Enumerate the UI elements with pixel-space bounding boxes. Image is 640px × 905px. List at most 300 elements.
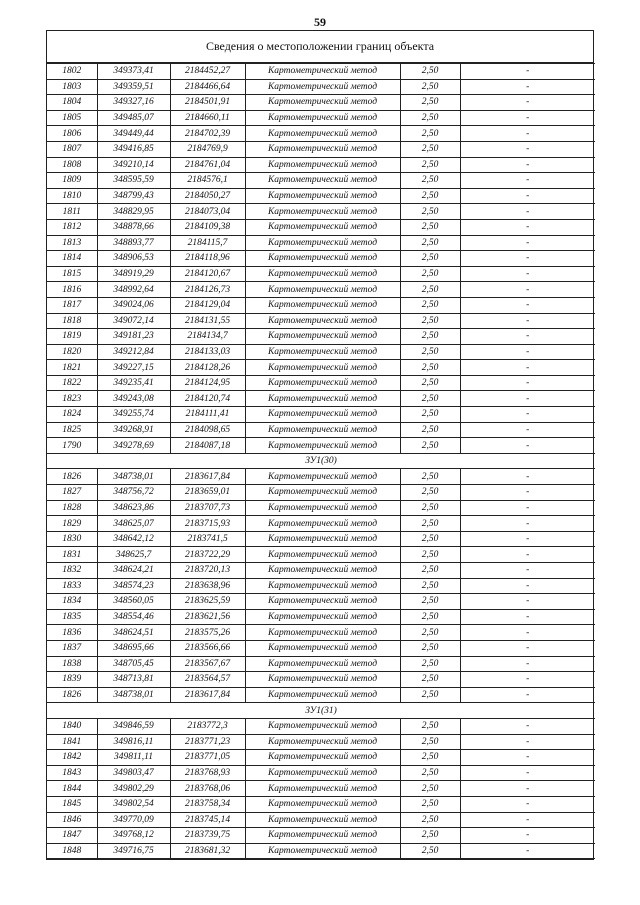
y-coordinate-cell: 2183707,73	[170, 500, 245, 516]
method-cell: Картометрический метод	[245, 531, 400, 547]
point-number-cell: 1840	[47, 718, 97, 734]
point-number-cell: 1822	[47, 375, 97, 391]
precision-cell: 2,50	[400, 95, 460, 111]
x-coordinate-cell: 349768,12	[97, 828, 170, 844]
x-coordinate-cell: 349227,15	[97, 360, 170, 376]
y-coordinate-cell: 2183768,06	[170, 781, 245, 797]
x-coordinate-cell: 349449,44	[97, 126, 170, 142]
precision-cell: 2,50	[400, 734, 460, 750]
table-row	[47, 765, 595, 781]
description-cell: -	[460, 781, 595, 797]
x-coordinate-cell: 349846,59	[97, 718, 170, 734]
table-row	[47, 251, 595, 267]
y-coordinate-cell: 2184120,74	[170, 391, 245, 407]
table-row	[47, 422, 595, 438]
description-cell: -	[460, 656, 595, 672]
method-cell: Картометрический метод	[245, 219, 400, 235]
description-cell: -	[460, 594, 595, 610]
x-coordinate-cell: 348906,53	[97, 251, 170, 267]
x-coordinate-cell: 349268,91	[97, 422, 170, 438]
precision-cell: 2,50	[400, 391, 460, 407]
precision-cell: 2,50	[400, 313, 460, 329]
x-coordinate-cell: 349802,54	[97, 796, 170, 812]
method-cell: Картометрический метод	[245, 251, 400, 267]
method-cell: Картометрический метод	[245, 656, 400, 672]
y-coordinate-cell: 2184126,73	[170, 282, 245, 298]
table-row	[47, 157, 595, 173]
x-coordinate-cell: 349210,14	[97, 157, 170, 173]
point-number-cell: 1803	[47, 79, 97, 95]
point-number-cell: 1808	[47, 157, 97, 173]
description-cell: -	[460, 609, 595, 625]
table-row	[47, 360, 595, 376]
y-coordinate-cell: 2183772,3	[170, 718, 245, 734]
method-cell: Картометрический метод	[245, 360, 400, 376]
method-cell: Картометрический метод	[245, 422, 400, 438]
x-coordinate-cell: 349802,29	[97, 781, 170, 797]
precision-cell: 2,50	[400, 485, 460, 501]
x-coordinate-cell: 349359,51	[97, 79, 170, 95]
method-cell: Картометрический метод	[245, 297, 400, 313]
point-number-cell: 1825	[47, 422, 97, 438]
table-row	[47, 734, 595, 750]
description-cell: -	[460, 297, 595, 313]
point-number-cell: 1827	[47, 485, 97, 501]
precision-cell: 2,50	[400, 375, 460, 391]
y-coordinate-cell: 2184501,91	[170, 95, 245, 111]
point-number-cell: 1810	[47, 188, 97, 204]
table-row	[47, 687, 595, 703]
y-coordinate-cell: 2184576,1	[170, 173, 245, 189]
point-number-cell: 1828	[47, 500, 97, 516]
method-cell: Картометрический метод	[245, 204, 400, 220]
x-coordinate-cell: 348642,12	[97, 531, 170, 547]
y-coordinate-cell: 2183638,96	[170, 578, 245, 594]
table-row	[47, 204, 595, 220]
y-coordinate-cell: 2183617,84	[170, 469, 245, 485]
table-row	[47, 531, 595, 547]
x-coordinate-cell: 348738,01	[97, 687, 170, 703]
point-number-cell: 1817	[47, 297, 97, 313]
precision-cell: 2,50	[400, 547, 460, 563]
description-cell: -	[460, 64, 595, 80]
table-row	[47, 516, 595, 532]
method-cell: Картометрический метод	[245, 344, 400, 360]
precision-cell: 2,50	[400, 609, 460, 625]
y-coordinate-cell: 2184118,96	[170, 251, 245, 267]
description-cell: -	[460, 79, 595, 95]
table-row	[47, 188, 595, 204]
y-coordinate-cell: 2183564,57	[170, 672, 245, 688]
point-number-cell: 1820	[47, 344, 97, 360]
y-coordinate-cell: 2183617,84	[170, 687, 245, 703]
table-row	[47, 656, 595, 672]
y-coordinate-cell: 2184769,9	[170, 141, 245, 157]
precision-cell: 2,50	[400, 656, 460, 672]
method-cell: Картометрический метод	[245, 578, 400, 594]
y-coordinate-cell: 2184660,11	[170, 110, 245, 126]
point-number-cell: 1831	[47, 547, 97, 563]
method-cell: Картометрический метод	[245, 64, 400, 80]
precision-cell: 2,50	[400, 141, 460, 157]
point-number-cell: 1802	[47, 64, 97, 80]
point-number-cell: 1829	[47, 516, 97, 532]
x-coordinate-cell: 348705,45	[97, 656, 170, 672]
precision-cell: 2,50	[400, 407, 460, 423]
x-coordinate-cell: 348625,07	[97, 516, 170, 532]
method-cell: Картометрический метод	[245, 79, 400, 95]
description-cell: -	[460, 718, 595, 734]
point-number-cell: 1845	[47, 796, 97, 812]
point-number-cell: 1836	[47, 625, 97, 641]
table-row	[47, 407, 595, 423]
table-row	[47, 375, 595, 391]
point-number-cell: 1834	[47, 594, 97, 610]
x-coordinate-cell: 349235,41	[97, 375, 170, 391]
precision-cell: 2,50	[400, 469, 460, 485]
table-row	[47, 95, 595, 111]
method-cell: Картометрический метод	[245, 235, 400, 251]
table-row	[47, 266, 595, 282]
x-coordinate-cell: 348992,64	[97, 282, 170, 298]
section-label: ЗУ1(31)	[47, 703, 595, 719]
y-coordinate-cell: 2183575,26	[170, 625, 245, 641]
method-cell: Картометрический метод	[245, 594, 400, 610]
x-coordinate-cell: 349485,07	[97, 110, 170, 126]
method-cell: Картометрический метод	[245, 126, 400, 142]
precision-cell: 2,50	[400, 64, 460, 80]
method-cell: Картометрический метод	[245, 750, 400, 766]
table-row	[47, 313, 595, 329]
x-coordinate-cell: 349024,06	[97, 297, 170, 313]
description-cell: -	[460, 344, 595, 360]
y-coordinate-cell: 2183739,75	[170, 828, 245, 844]
point-number-cell: 1821	[47, 360, 97, 376]
x-coordinate-cell: 349181,23	[97, 329, 170, 345]
method-cell: Картометрический метод	[245, 469, 400, 485]
x-coordinate-cell: 349416,85	[97, 141, 170, 157]
description-cell: -	[460, 95, 595, 111]
description-cell: -	[460, 157, 595, 173]
method-cell: Картометрический метод	[245, 313, 400, 329]
y-coordinate-cell: 2184134,7	[170, 329, 245, 345]
method-cell: Картометрический метод	[245, 812, 400, 828]
y-coordinate-cell: 2184128,26	[170, 360, 245, 376]
table-row	[47, 563, 595, 579]
description-cell: -	[460, 375, 595, 391]
coordinates-table	[47, 63, 595, 859]
point-number-cell: 1815	[47, 266, 97, 282]
point-number-cell: 1832	[47, 563, 97, 579]
precision-cell: 2,50	[400, 625, 460, 641]
point-number-cell: 1819	[47, 329, 97, 345]
method-cell: Картометрический метод	[245, 828, 400, 844]
x-coordinate-cell: 348799,43	[97, 188, 170, 204]
point-number-cell: 1811	[47, 204, 97, 220]
y-coordinate-cell: 2183681,32	[170, 843, 245, 859]
method-cell: Картометрический метод	[245, 329, 400, 345]
x-coordinate-cell: 348738,01	[97, 469, 170, 485]
y-coordinate-cell: 2183625,59	[170, 594, 245, 610]
description-cell: -	[460, 407, 595, 423]
table-row	[47, 235, 595, 251]
method-cell: Картометрический метод	[245, 188, 400, 204]
description-cell: -	[460, 750, 595, 766]
section-label: ЗУ1(30)	[47, 453, 595, 469]
point-number-cell: 1841	[47, 734, 97, 750]
description-cell: -	[460, 469, 595, 485]
y-coordinate-cell: 2183567,67	[170, 656, 245, 672]
table-row	[47, 672, 595, 688]
x-coordinate-cell: 348624,51	[97, 625, 170, 641]
method-cell: Картометрический метод	[245, 141, 400, 157]
precision-cell: 2,50	[400, 360, 460, 376]
table-row	[47, 843, 595, 859]
table-row	[47, 110, 595, 126]
y-coordinate-cell: 2183745,14	[170, 812, 245, 828]
point-number-cell: 1842	[47, 750, 97, 766]
x-coordinate-cell: 349255,74	[97, 407, 170, 423]
y-coordinate-cell: 2184115,7	[170, 235, 245, 251]
precision-cell: 2,50	[400, 110, 460, 126]
y-coordinate-cell: 2184466,64	[170, 79, 245, 95]
y-coordinate-cell: 2184761,04	[170, 157, 245, 173]
x-coordinate-cell: 348756,72	[97, 485, 170, 501]
description-cell: -	[460, 563, 595, 579]
table-row	[47, 485, 595, 501]
description-cell: -	[460, 796, 595, 812]
description-cell: -	[460, 812, 595, 828]
point-number-cell: 1804	[47, 95, 97, 111]
precision-cell: 2,50	[400, 219, 460, 235]
x-coordinate-cell: 349716,75	[97, 843, 170, 859]
precision-cell: 2,50	[400, 578, 460, 594]
x-coordinate-cell: 348625,7	[97, 547, 170, 563]
table-row	[47, 141, 595, 157]
precision-cell: 2,50	[400, 157, 460, 173]
y-coordinate-cell: 2184452,27	[170, 64, 245, 80]
precision-cell: 2,50	[400, 329, 460, 345]
table-row	[47, 500, 595, 516]
point-number-cell: 1837	[47, 640, 97, 656]
y-coordinate-cell: 2183566,66	[170, 640, 245, 656]
point-number-cell: 1790	[47, 438, 97, 454]
description-cell: -	[460, 422, 595, 438]
x-coordinate-cell: 349327,16	[97, 95, 170, 111]
method-cell: Картометрический метод	[245, 625, 400, 641]
description-cell: -	[460, 313, 595, 329]
description-cell: -	[460, 828, 595, 844]
point-number-cell: 1818	[47, 313, 97, 329]
method-cell: Картометрический метод	[245, 282, 400, 298]
table-title: Сведения о местоположении границ объекта	[47, 31, 593, 63]
x-coordinate-cell: 348878,66	[97, 219, 170, 235]
table-row	[47, 391, 595, 407]
table-row	[47, 781, 595, 797]
description-cell: -	[460, 843, 595, 859]
table-row	[47, 625, 595, 641]
description-cell: -	[460, 687, 595, 703]
method-cell: Картометрический метод	[245, 672, 400, 688]
description-cell: -	[460, 126, 595, 142]
point-number-cell: 1826	[47, 469, 97, 485]
precision-cell: 2,50	[400, 173, 460, 189]
description-cell: -	[460, 360, 595, 376]
description-cell: -	[460, 640, 595, 656]
precision-cell: 2,50	[400, 297, 460, 313]
x-coordinate-cell: 348829,95	[97, 204, 170, 220]
x-coordinate-cell: 349072,14	[97, 313, 170, 329]
point-number-cell: 1805	[47, 110, 97, 126]
description-cell: -	[460, 672, 595, 688]
table-row	[47, 796, 595, 812]
method-cell: Картометрический метод	[245, 609, 400, 625]
method-cell: Картометрический метод	[245, 173, 400, 189]
table-row	[47, 718, 595, 734]
x-coordinate-cell: 349373,41	[97, 64, 170, 80]
x-coordinate-cell: 348595,59	[97, 173, 170, 189]
point-number-cell: 1809	[47, 173, 97, 189]
y-coordinate-cell: 2184073,04	[170, 204, 245, 220]
y-coordinate-cell: 2184131,55	[170, 313, 245, 329]
x-coordinate-cell: 349212,84	[97, 344, 170, 360]
precision-cell: 2,50	[400, 438, 460, 454]
description-cell: -	[460, 531, 595, 547]
x-coordinate-cell: 348893,77	[97, 235, 170, 251]
description-cell: -	[460, 438, 595, 454]
y-coordinate-cell: 2184111,41	[170, 407, 245, 423]
precision-cell: 2,50	[400, 594, 460, 610]
description-cell: -	[460, 204, 595, 220]
table-row	[47, 64, 595, 80]
point-number-cell: 1839	[47, 672, 97, 688]
precision-cell: 2,50	[400, 79, 460, 95]
method-cell: Картометрический метод	[245, 157, 400, 173]
method-cell: Картометрический метод	[245, 843, 400, 859]
x-coordinate-cell: 349803,47	[97, 765, 170, 781]
table-row	[47, 812, 595, 828]
point-number-cell: 1835	[47, 609, 97, 625]
y-coordinate-cell: 2184098,65	[170, 422, 245, 438]
precision-cell: 2,50	[400, 266, 460, 282]
section-header-row	[47, 703, 595, 719]
y-coordinate-cell: 2183741,5	[170, 531, 245, 547]
precision-cell: 2,50	[400, 344, 460, 360]
method-cell: Картометрический метод	[245, 640, 400, 656]
point-number-cell: 1848	[47, 843, 97, 859]
table-row	[47, 344, 595, 360]
description-cell: -	[460, 485, 595, 501]
precision-cell: 2,50	[400, 500, 460, 516]
method-cell: Картометрический метод	[245, 375, 400, 391]
point-number-cell: 1846	[47, 812, 97, 828]
y-coordinate-cell: 2183771,23	[170, 734, 245, 750]
precision-cell: 2,50	[400, 422, 460, 438]
table-row	[47, 750, 595, 766]
point-number-cell: 1843	[47, 765, 97, 781]
method-cell: Картометрический метод	[245, 500, 400, 516]
precision-cell: 2,50	[400, 640, 460, 656]
method-cell: Картометрический метод	[245, 563, 400, 579]
point-number-cell: 1844	[47, 781, 97, 797]
precision-cell: 2,50	[400, 796, 460, 812]
y-coordinate-cell: 2184702,39	[170, 126, 245, 142]
precision-cell: 2,50	[400, 750, 460, 766]
x-coordinate-cell: 348554,46	[97, 609, 170, 625]
y-coordinate-cell: 2184133,03	[170, 344, 245, 360]
method-cell: Картометрический метод	[245, 110, 400, 126]
y-coordinate-cell: 2183621,56	[170, 609, 245, 625]
y-coordinate-cell: 2183715,93	[170, 516, 245, 532]
description-cell: -	[460, 391, 595, 407]
point-number-cell: 1847	[47, 828, 97, 844]
description-cell: -	[460, 251, 595, 267]
x-coordinate-cell: 348624,21	[97, 563, 170, 579]
point-number-cell: 1812	[47, 219, 97, 235]
description-cell: -	[460, 141, 595, 157]
table-row	[47, 126, 595, 142]
method-cell: Картометрический метод	[245, 687, 400, 703]
method-cell: Картометрический метод	[245, 516, 400, 532]
method-cell: Картометрический метод	[245, 407, 400, 423]
point-number-cell: 1807	[47, 141, 97, 157]
y-coordinate-cell: 2184050,27	[170, 188, 245, 204]
description-cell: -	[460, 625, 595, 641]
point-number-cell: 1814	[47, 251, 97, 267]
description-cell: -	[460, 329, 595, 345]
y-coordinate-cell: 2184109,38	[170, 219, 245, 235]
description-cell: -	[460, 578, 595, 594]
method-cell: Картометрический метод	[245, 95, 400, 111]
method-cell: Картометрический метод	[245, 485, 400, 501]
precision-cell: 2,50	[400, 531, 460, 547]
precision-cell: 2,50	[400, 235, 460, 251]
x-coordinate-cell: 348919,29	[97, 266, 170, 282]
table-row	[47, 219, 595, 235]
method-cell: Картометрический метод	[245, 266, 400, 282]
precision-cell: 2,50	[400, 516, 460, 532]
point-number-cell: 1823	[47, 391, 97, 407]
description-cell: -	[460, 266, 595, 282]
y-coordinate-cell: 2184120,67	[170, 266, 245, 282]
precision-cell: 2,50	[400, 282, 460, 298]
x-coordinate-cell: 349811,11	[97, 750, 170, 766]
point-number-cell: 1833	[47, 578, 97, 594]
point-number-cell: 1826	[47, 687, 97, 703]
point-number-cell: 1838	[47, 656, 97, 672]
precision-cell: 2,50	[400, 812, 460, 828]
table-row	[47, 469, 595, 485]
x-coordinate-cell: 348695,66	[97, 640, 170, 656]
description-cell: -	[460, 219, 595, 235]
method-cell: Картометрический метод	[245, 438, 400, 454]
point-number-cell: 1813	[47, 235, 97, 251]
description-cell: -	[460, 188, 595, 204]
table-row	[47, 297, 595, 313]
description-cell: -	[460, 765, 595, 781]
method-cell: Картометрический метод	[245, 765, 400, 781]
precision-cell: 2,50	[400, 687, 460, 703]
precision-cell: 2,50	[400, 672, 460, 688]
point-number-cell: 1816	[47, 282, 97, 298]
y-coordinate-cell: 2184087,18	[170, 438, 245, 454]
table-row	[47, 594, 595, 610]
section-header-row	[47, 453, 595, 469]
description-cell: -	[460, 734, 595, 750]
point-number-cell: 1824	[47, 407, 97, 423]
y-coordinate-cell: 2184129,04	[170, 297, 245, 313]
precision-cell: 2,50	[400, 204, 460, 220]
